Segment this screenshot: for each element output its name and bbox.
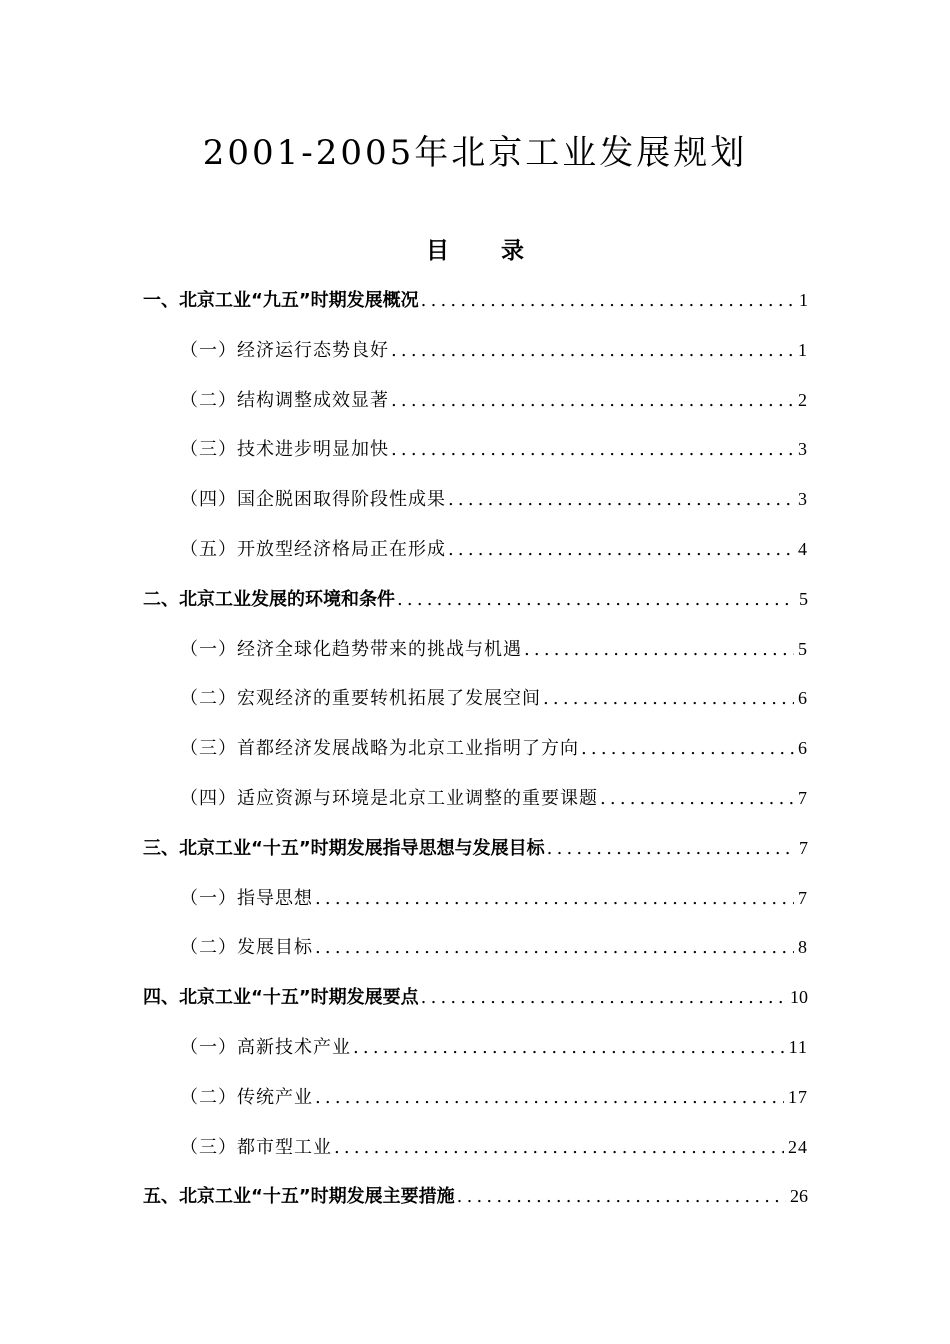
toc-dot-leader	[391, 430, 794, 470]
toc-page-number: 7	[799, 837, 808, 858]
toc-dot-leader	[315, 1078, 784, 1118]
toc-entry-subsection[interactable]	[143, 479, 808, 529]
toc-dot-leader	[421, 978, 786, 1018]
toc-page-number: 1	[798, 339, 808, 360]
toc-page-number: 6	[798, 688, 808, 709]
toc-entry-text: 三、北京工业“十五”时期发展指导思想与发展目标	[143, 837, 545, 859]
toc-entry-text: （三）技术进步明显加快	[180, 439, 389, 461]
toc-entry-text: （一）指导思想	[180, 887, 313, 909]
document-title: 2001-2005年北京工业发展规划	[202, 133, 748, 173]
toc-page-number: 24	[788, 1136, 808, 1157]
toc-page-number: 11	[788, 1036, 808, 1057]
toc-entry-subsection[interactable]	[143, 678, 808, 728]
toc-heading-char-right: 录	[501, 238, 524, 264]
toc-entry-section-1[interactable]	[143, 280, 808, 330]
toc-dot-leader	[581, 729, 794, 769]
toc-page-number: 1	[799, 290, 808, 310]
toc-page-number: 10	[790, 987, 808, 1008]
toc-entry-subsection[interactable]	[143, 1077, 808, 1127]
toc-entry-text: （二）宏观经济的重要转机拓展了发展空间	[180, 688, 541, 710]
toc-heading-char-left: 目	[426, 238, 449, 264]
toc-page-number: 5	[799, 588, 808, 609]
table-of-contents	[143, 280, 808, 1226]
toc-page-number: 4	[798, 538, 808, 559]
toc-entry-text: （五）开放型经济格局正在形成	[180, 538, 446, 560]
toc-entry-subsection[interactable]	[143, 778, 808, 828]
toc-entry-text: 四、北京工业“十五”时期发展要点	[143, 987, 419, 1009]
toc-page-number: 6	[798, 738, 808, 759]
toc-entry-text: （一）经济全球化趋势带来的挑战与机遇	[180, 638, 522, 660]
toc-dot-leader	[397, 580, 795, 620]
toc-entry-subsection[interactable]	[143, 878, 808, 928]
toc-heading	[0, 234, 950, 268]
toc-entry-text: （二）结构调整成效显著	[180, 389, 389, 411]
toc-entry-subsection[interactable]	[143, 927, 808, 977]
toc-entry-text: （一）高新技术产业	[180, 1036, 351, 1058]
toc-entry-text: （二）发展目标	[180, 937, 313, 959]
toc-dot-leader	[421, 281, 795, 321]
toc-entry-subsection[interactable]	[143, 1027, 808, 1077]
toc-entry-text: （四）国企脱困取得阶段性成果	[180, 489, 446, 511]
toc-page-number: 5	[798, 638, 808, 659]
toc-page-number: 17	[788, 1086, 808, 1107]
toc-page-number: 8	[798, 937, 808, 958]
toc-entry-text: （四）适应资源与环境是北京工业调整的重要课题	[180, 787, 598, 809]
toc-entry-subsection[interactable]	[143, 330, 808, 380]
toc-entry-subsection[interactable]	[143, 380, 808, 430]
toc-entry-subsection[interactable]	[143, 429, 808, 479]
toc-entry-subsection[interactable]	[143, 728, 808, 778]
toc-entry-section-4[interactable]	[143, 977, 808, 1027]
toc-page-number: 7	[798, 787, 808, 808]
toc-dot-leader	[334, 1128, 784, 1168]
toc-entry-text: （三）都市型工业	[180, 1136, 332, 1158]
toc-entry-subsection[interactable]	[143, 1127, 808, 1177]
toc-entry-text: （三）首都经济发展战略为北京工业指明了方向	[180, 738, 579, 760]
toc-dot-leader	[353, 1028, 785, 1068]
toc-dot-leader	[457, 1177, 786, 1217]
toc-entry-subsection[interactable]	[143, 529, 808, 579]
toc-entry-text: 五、北京工业“十五”时期发展主要措施	[143, 1186, 455, 1208]
toc-dot-leader	[524, 630, 794, 670]
toc-entry-section-5[interactable]	[143, 1176, 808, 1226]
toc-dot-leader	[448, 480, 794, 520]
toc-dot-leader	[391, 331, 794, 371]
toc-entry-text: 一、北京工业“九五”时期发展概况	[143, 290, 419, 311]
toc-page-number: 2	[798, 389, 808, 410]
toc-page-number: 3	[798, 439, 808, 460]
toc-entry-text: （一）经济运行态势良好	[180, 339, 389, 361]
toc-dot-leader	[600, 779, 794, 819]
toc-entry-text: （二）传统产业	[180, 1086, 313, 1108]
toc-dot-leader	[448, 530, 794, 570]
toc-dot-leader	[315, 928, 794, 968]
toc-dot-leader	[547, 829, 795, 869]
toc-page-number: 3	[798, 489, 808, 510]
toc-dot-leader	[391, 381, 794, 421]
toc-entry-text: 二、北京工业发展的环境和条件	[143, 588, 395, 610]
toc-entry-subsection[interactable]	[143, 629, 808, 679]
toc-dot-leader	[315, 879, 794, 919]
toc-page-number: 7	[798, 887, 808, 908]
toc-entry-section-2[interactable]	[143, 579, 808, 629]
toc-page-number: 26	[790, 1186, 808, 1207]
toc-entry-section-3[interactable]	[143, 828, 808, 878]
toc-dot-leader	[543, 679, 794, 719]
